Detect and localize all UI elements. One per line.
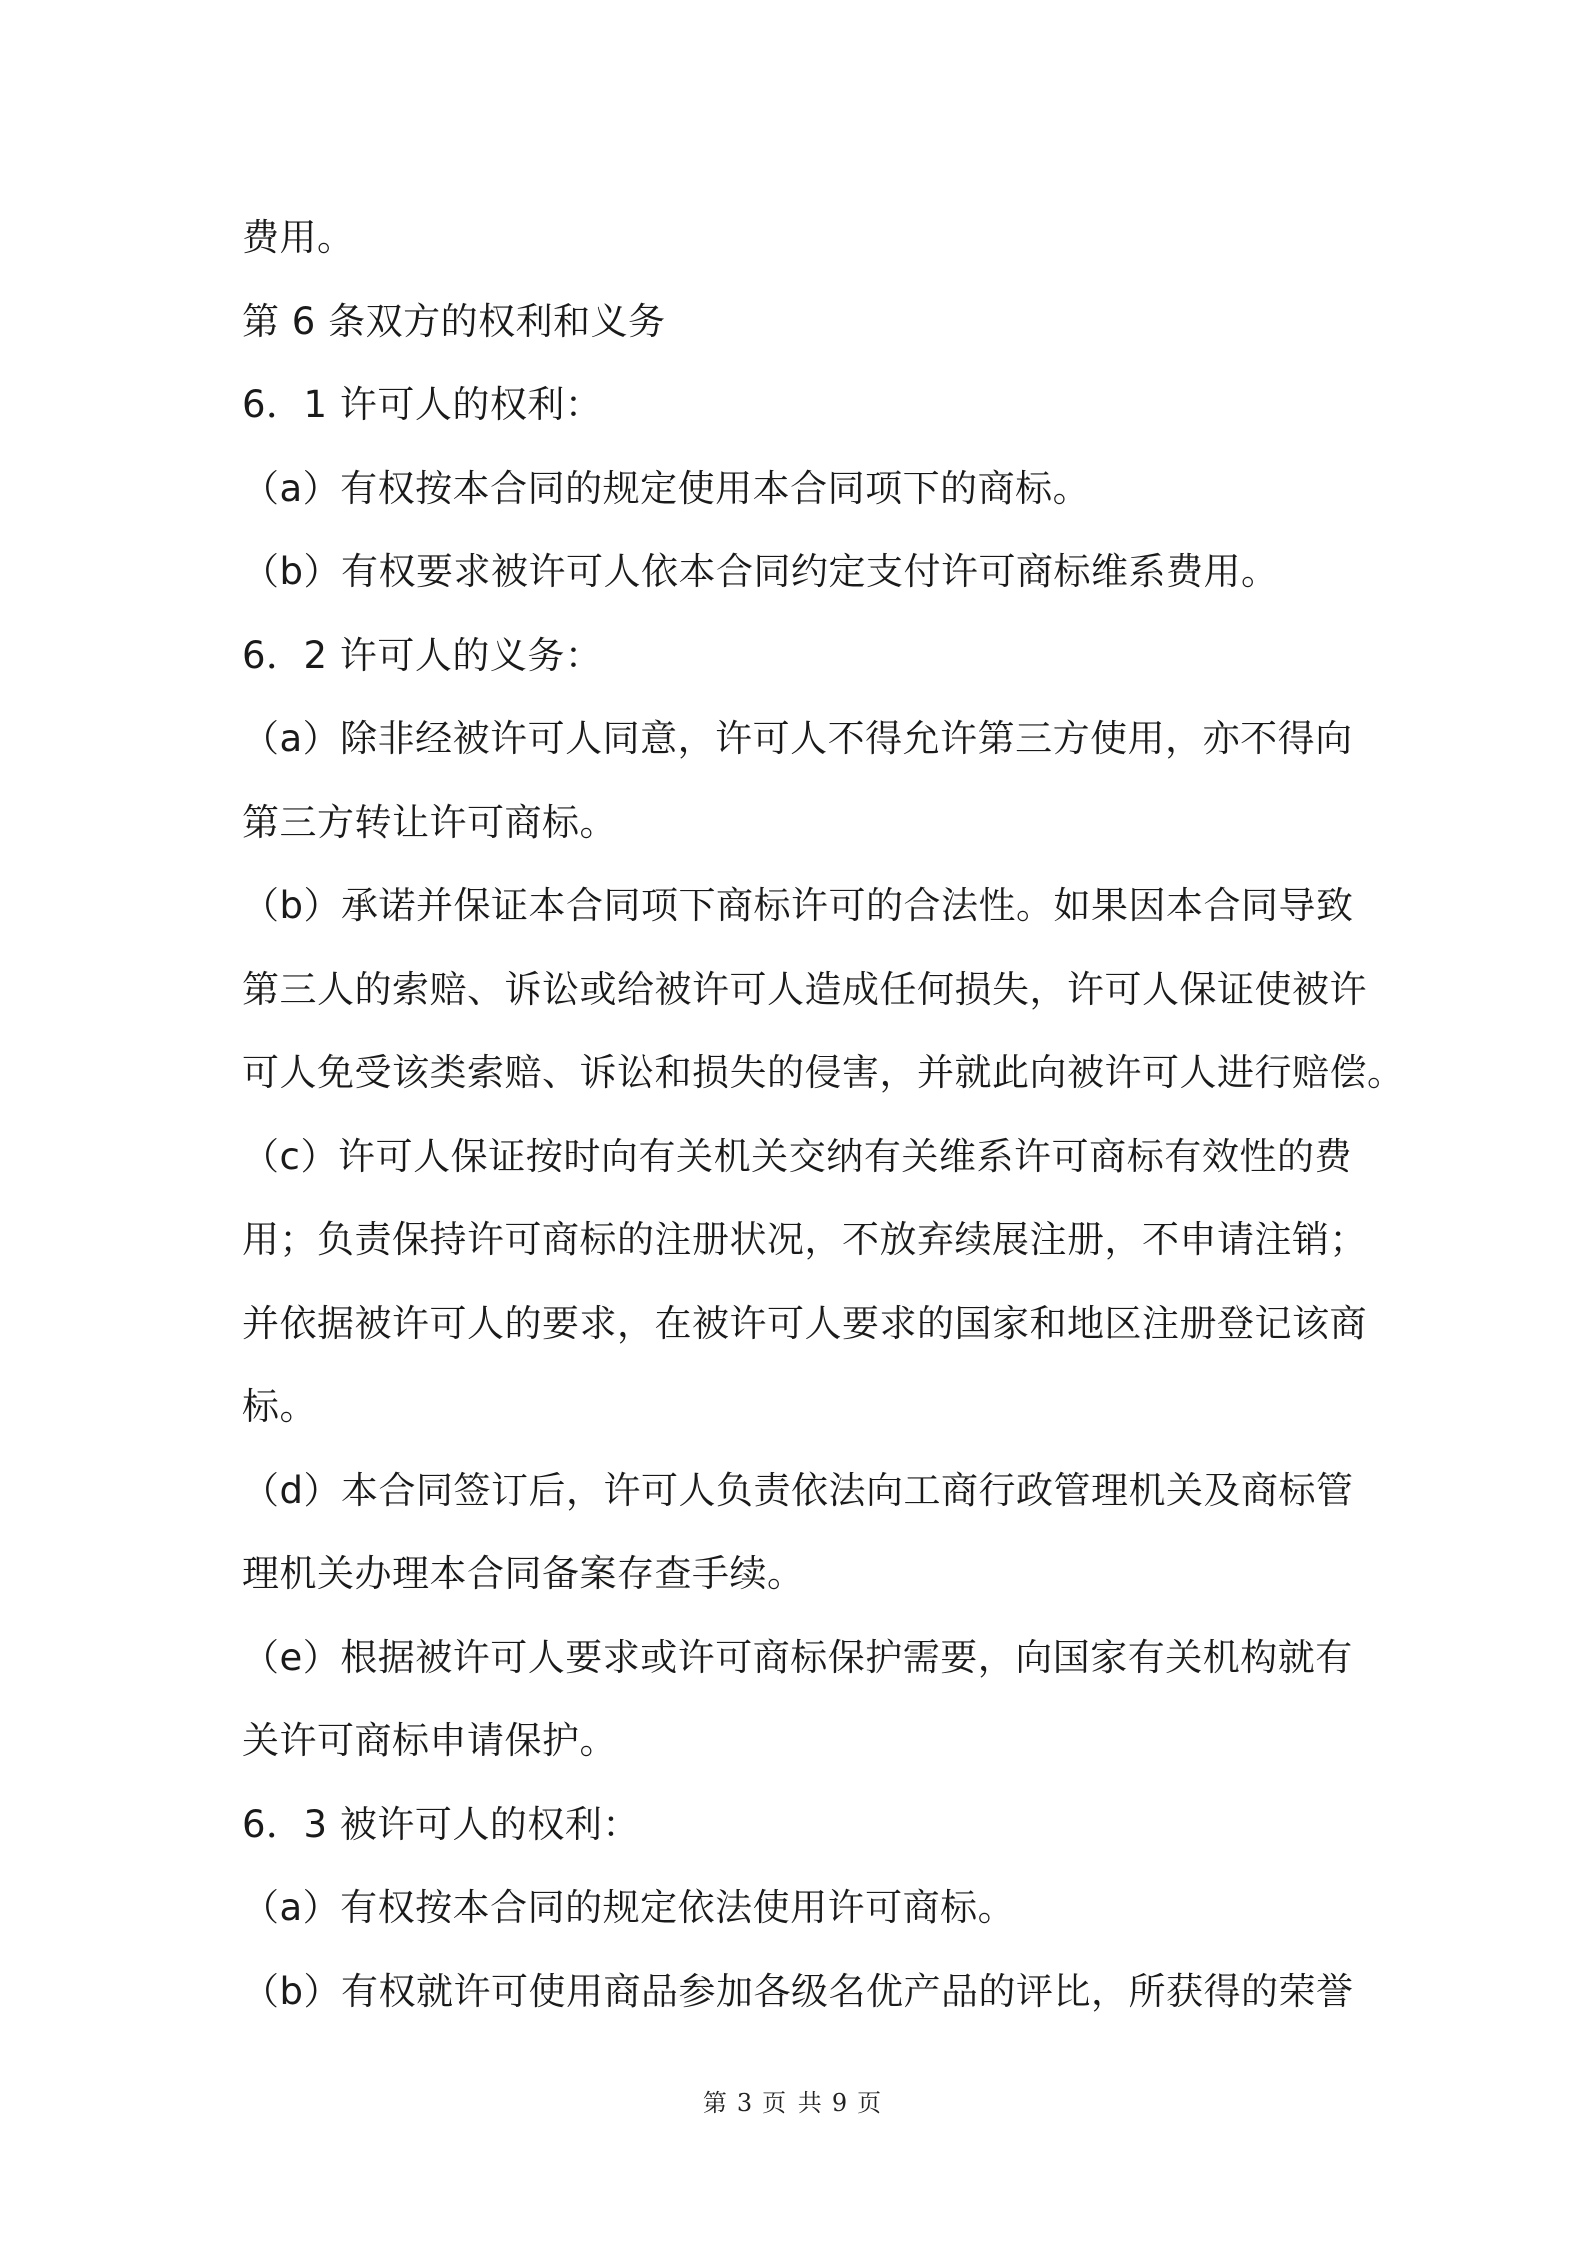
text-line: （b）承诺并保证本合同项下商标许可的合法性。如果因本合同导致 xyxy=(242,884,1354,927)
text-line: 标。 xyxy=(242,1385,317,1428)
footer-middle: 页 共 xyxy=(762,2089,824,2117)
text-line: 第 6 条双方的权利和义务 xyxy=(242,299,666,343)
text-line: 6．3 被许可人的权利： xyxy=(242,1802,640,1846)
current-page-number: 3 xyxy=(736,2089,755,2117)
text-line: （e）根据被许可人要求或许可商标保护需要，向国家有关机构就有 xyxy=(242,1635,1353,1679)
text-line: （d）本合同签订后，许可人负责依法向工商行政管理机关及商标管 xyxy=(242,1468,1354,1512)
page-footer xyxy=(0,2083,1586,2118)
footer-prefix: 第 xyxy=(702,2089,729,2117)
footer-suffix: 页 xyxy=(857,2089,884,2117)
text-line: （a）有权按本合同的规定使用本合同项下的商标。 xyxy=(242,466,1091,510)
text-line: 理机关办理本合同备案存查手续。 xyxy=(242,1552,805,1595)
text-line: 6．2 许可人的义务： xyxy=(242,633,603,677)
text-line: 费用。 xyxy=(242,216,355,259)
text-line: 6．1 许可人的权利： xyxy=(242,383,603,426)
text-line: （b）有权要求被许可人依本合同约定支付许可商标维系费用。 xyxy=(242,550,1279,593)
text-line: 第三方转让许可商标。 xyxy=(242,800,617,844)
text-line: 第三人的索赔、诉讼或给被许可人造成任何损失，许可人保证使被许 xyxy=(242,967,1367,1011)
text-line: 可人免受该类索赔、诉讼和损失的侵害，并就此向被许可人进行赔偿。 xyxy=(242,1051,1405,1094)
text-line: 用；负责保持许可商标的注册状况，不放弃续展注册，不申请注销； xyxy=(242,1218,1367,1261)
text-line: 并依据被许可人的要求，在被许可人要求的国家和地区注册登记该商 xyxy=(242,1301,1367,1345)
document-body xyxy=(242,196,1405,2033)
text-line: （a）除非经被许可人同意，许可人不得允许第三方使用，亦不得向 xyxy=(242,717,1353,760)
text-line: （b）有权就许可使用商品参加各级名优产品的评比，所获得的荣誉 xyxy=(242,1969,1354,2013)
total-page-number: 9 xyxy=(831,2089,850,2117)
text-line: （c）许可人保证按时向有关机关交纳有关维系许可商标有效性的费 xyxy=(242,1134,1352,1178)
text-line: 关许可商标申请保护。 xyxy=(242,1719,617,1762)
text-line: （a）有权按本合同的规定依法使用许可商标。 xyxy=(242,1886,1016,1929)
